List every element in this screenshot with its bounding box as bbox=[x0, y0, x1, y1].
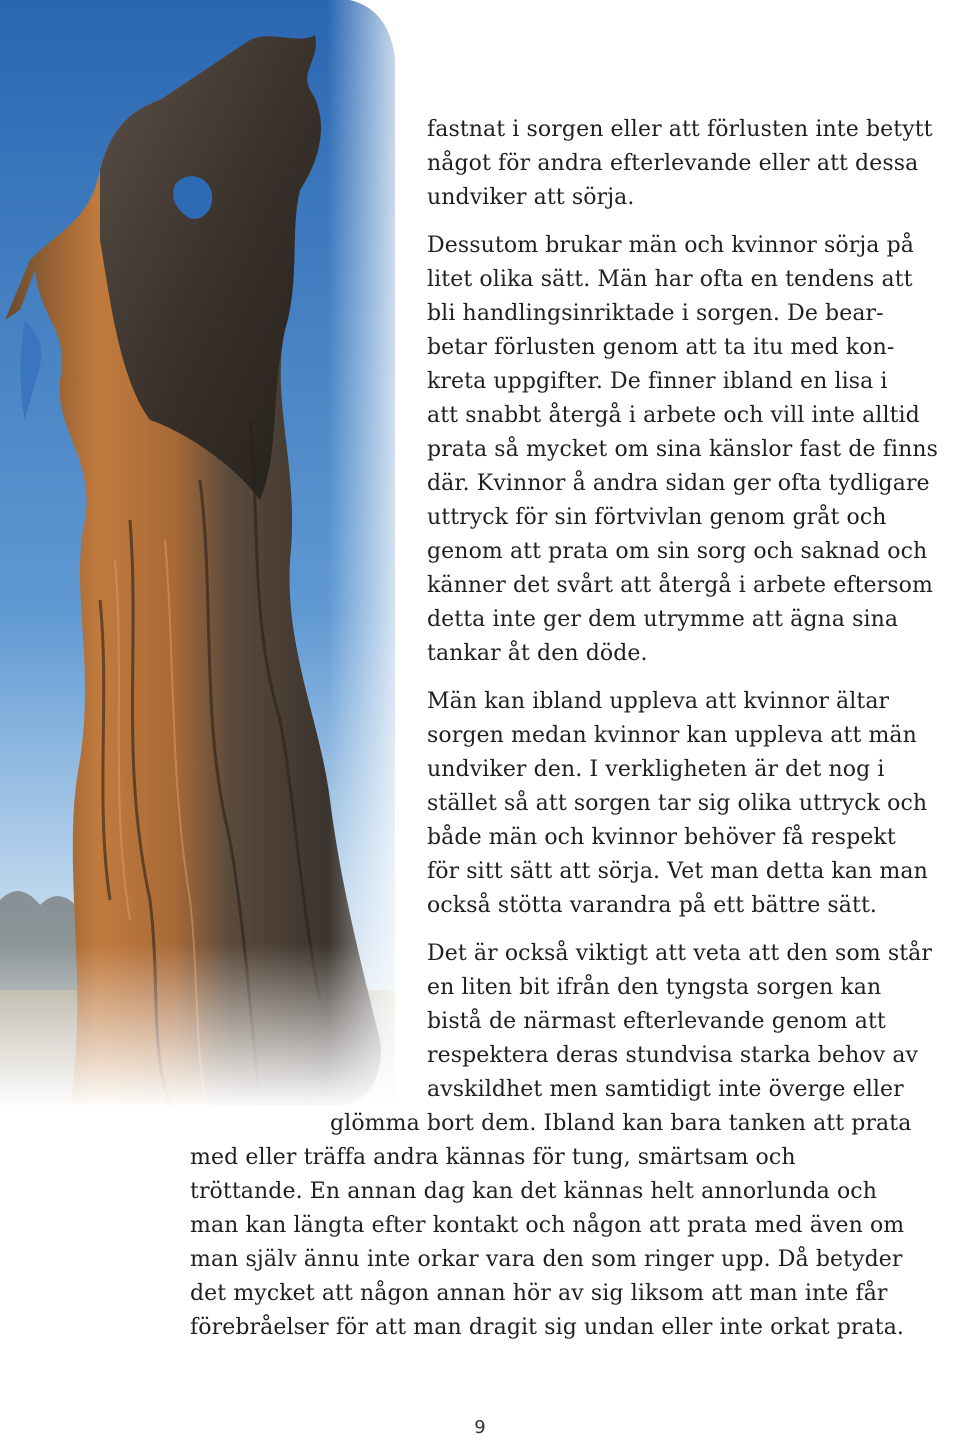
text-line: respektera deras stundvisa starka behov av bbox=[427, 1043, 919, 1068]
text-line: stället så att sorgen tar sig olika uttryck och bbox=[427, 791, 928, 816]
text-line: genom att prata om sin sorg och saknad och bbox=[427, 539, 928, 564]
text-line: tankar åt den döde. bbox=[427, 641, 648, 666]
text-line: Män kan ibland uppleva att kvinnor ältar bbox=[427, 689, 890, 714]
text-line: känner det svårt att återgå i arbete eftersom bbox=[427, 573, 933, 598]
text-line: fastnat i sorgen eller att förlusten inte betytt bbox=[427, 117, 933, 142]
text-line: för sitt sätt att sörja. Vet man detta kan man bbox=[427, 859, 928, 884]
text-line: förebråelser för att man dragit sig undan eller inte orkat prata. bbox=[190, 1315, 905, 1340]
text-line: att snabbt återgå i arbete och vill inte alltid bbox=[427, 403, 920, 428]
text-line: det mycket att någon annan hör av sig liksom att man inte får bbox=[190, 1281, 888, 1306]
text-line: litet olika sätt. Män har ofta en tendens att bbox=[427, 267, 913, 292]
text-line: något för andra efterlevande eller att dessa bbox=[427, 151, 919, 176]
text-line: Det är också viktigt att veta att den som står bbox=[427, 941, 933, 966]
text-line: betar förlusten genom att ta itu med kon- bbox=[427, 335, 895, 360]
text-line: sorgen medan kvinnor kan uppleva att män bbox=[427, 723, 917, 748]
text-line: kreta uppgifter. De finner ibland en lisa i bbox=[427, 369, 888, 394]
text-line: bistå de närmast efterlevande genom att bbox=[427, 1009, 886, 1034]
text-line: undviker att sörja. bbox=[427, 185, 635, 210]
text-line: uttryck för sin förtvivlan genom gråt och bbox=[427, 505, 887, 530]
page-number: 9 bbox=[474, 1417, 486, 1438]
text-line: med eller träffa andra kännas för tung, smärtsam och bbox=[190, 1145, 796, 1170]
text-line: avskildhet men samtidigt inte överge eller bbox=[427, 1077, 904, 1102]
dead-tree-photo bbox=[0, 0, 420, 1110]
text-line: både män och kvinnor behöver få respekt bbox=[427, 825, 896, 850]
text-line: Dessutom brukar män och kvinnor sörja på bbox=[427, 233, 915, 258]
text-line: också stötta varandra på ett bättre sätt. bbox=[427, 893, 877, 918]
text-line: bli handlingsinriktade i sorgen. De bear- bbox=[427, 301, 884, 326]
text-line: tröttande. En annan dag kan det kännas helt annorlunda och bbox=[190, 1179, 877, 1204]
text-line: man kan längta efter kontakt och någon att prata med även om bbox=[190, 1213, 905, 1238]
text-line: man själv ännu inte orkar vara den som ringer upp. Då betyder bbox=[190, 1247, 903, 1272]
text-line: en liten bit ifrån den tyngsta sorgen kan bbox=[427, 975, 882, 1000]
text-line: detta inte ger dem utrymme att ägna sina bbox=[427, 607, 899, 632]
text-line: prata så mycket om sina känslor fast de finns bbox=[427, 437, 939, 462]
text-line: där. Kvinnor å andra sidan ger ofta tydligare bbox=[427, 471, 930, 496]
text-line: undviker den. I verkligheten är det nog i bbox=[427, 757, 885, 782]
text-line: glömma bort dem. Ibland kan bara tanken att prata bbox=[330, 1111, 912, 1136]
